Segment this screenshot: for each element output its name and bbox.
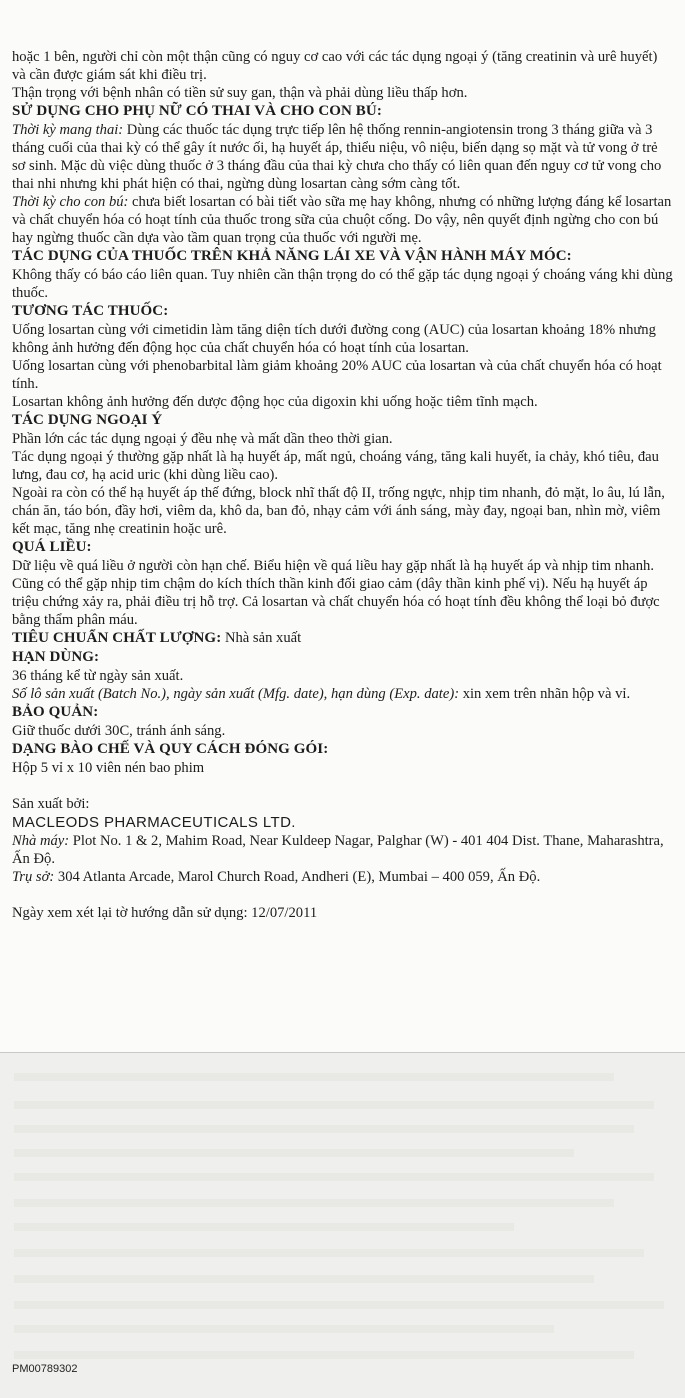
show-through-line bbox=[14, 1275, 594, 1283]
storage-heading: BẢO QUẢN: bbox=[12, 704, 99, 720]
quality-heading: TIÊU CHUẨN CHẤT LƯỢNG: bbox=[12, 630, 222, 646]
show-through-line bbox=[14, 1125, 634, 1133]
document-code: PM00789302 bbox=[12, 1363, 78, 1375]
quality-standard-line bbox=[12, 629, 674, 648]
adverse-effects-other: Ngoài ra còn có thể hạ huyết áp thế đứng, block nhĩ thất độ II, trống ngực, nhịp tim nhanh, đỏ mặt, lo âu, lú lẫn, chán ăn, táo bón, đầy hơi, viêm da, khô da, ban đỏ, nhạy cảm với ánh sáng, mày đay, ngoại ban, nhìn mờ, viêm kết mạc, tăng nhẹ creatinin hoặc urê. bbox=[12, 485, 665, 537]
folded-lower-panel bbox=[0, 1052, 685, 1398]
office-address-text: 304 Atlanta Arcade, Marol Church Road, Andheri (E), Mumbai – 400 059, Ấn Độ. bbox=[54, 869, 541, 885]
pregnancy-text: Dùng các thuốc tác dụng trực tiếp lên hệ thống rennin-angiotensin trong 3 tháng giữa và 3 tháng cuối của thai kỳ có thể gây ít nước ối, hạ huyết áp, thiểu niệu, vô niệu, biến dạng sọ mặt và tử vong ở trẻ sơ sinh. Mặc dù việc dùng thuốc ở 3 tháng đầu của thai kỳ chưa cho thấy có liên quan đến nguy cơ tử vong cho thai nhi nhưng khi phát hiện có thai, ngừng dùng losartan càng sớm càng tốt. bbox=[12, 122, 662, 192]
overdose-heading: QUÁ LIỀU: bbox=[12, 539, 92, 555]
review-date: Ngày xem xét lại tờ hướng dẫn sử dụng: 12/07/2011 bbox=[12, 905, 318, 921]
show-through-line bbox=[14, 1101, 654, 1109]
pregnancy-paragraph bbox=[12, 121, 674, 193]
show-through-line bbox=[14, 1173, 654, 1181]
factory-label: Nhà máy: bbox=[12, 833, 70, 849]
shelf-life-paragraph: 36 tháng kể từ ngày sản xuất. bbox=[12, 668, 184, 684]
adverse-effects-common: Tác dụng ngoại ý thường gặp nhất là hạ huyết áp, mất ngủ, choáng váng, tăng kali huyết, ỉa chảy, khó tiêu, đau lưng, đau cơ, hạ acid uric (khi dùng liều cao). bbox=[12, 449, 659, 483]
spacer bbox=[12, 886, 674, 904]
quality-text: Nhà sản xuất bbox=[221, 630, 302, 646]
renal-warning-paragraph: hoặc 1 bên, người chỉ còn một thận cũng có nguy cơ cao với các tác dụng ngoại ý (tăng creatinin và urê huyết) và cần được giám sát khi điều trị. bbox=[12, 49, 658, 83]
driving-heading: TÁC DỤNG CỦA THUỐC TRÊN KHẢ NĂNG LÁI XE VÀ VẬN HÀNH MÁY MÓC: bbox=[12, 248, 572, 264]
spacer bbox=[12, 777, 674, 795]
storage-paragraph: Giữ thuốc dưới 30C, tránh ánh sáng. bbox=[12, 723, 226, 739]
lactation-text: chưa biết losartan có bài tiết vào sữa mẹ hay không, nhưng có những lượng đáng kể losartan và chất chuyển hóa có hoạt tính của thuốc trong sữa của chuột cống. Do vậy, nên quyết định ngừng cho con bú hay ngừng thuốc cần dựa vào tầm quan trọng của thuốc với người mẹ. bbox=[12, 194, 672, 246]
shelf-life-heading: HẠN DÙNG: bbox=[12, 649, 100, 665]
overdose-paragraph: Dữ liệu về quá liều ở người còn hạn chế. Biểu hiện về quá liều hay gặp nhất là hạ huyết áp và nhịp tim nhanh. Cũng có thể gặp nhịp tim chậm do kích thích thần kinh đối giao cảm (dây thần kinh phế vị). Nếu hạ huyết áp triệu chứng xảy ra, phải điều trị hỗ trợ. Cả losartan và chất chuyển hóa có hoạt tính đều không thể loại bỏ được bằng thẩm phân máu. bbox=[12, 558, 660, 628]
show-through-line bbox=[14, 1073, 614, 1081]
manufactured-by-label: Sản xuất bởi: bbox=[12, 796, 90, 812]
show-through-line bbox=[14, 1301, 664, 1309]
packing-paragraph: Hộp 5 vỉ x 10 viên nén bao phim bbox=[12, 760, 205, 776]
interaction-cimetidine: Uống losartan cùng với cimetidin làm tăng diện tích dưới đường cong (AUC) của losartan khoảng 18% nhưng không ảnh hưởng đến động học của chất chuyển hóa có hoạt tính của losartan. bbox=[12, 322, 656, 356]
interaction-digoxin: Losartan không ảnh hưởng đến dược động học của digoxin khi uống hoặc tiêm tĩnh mạch. bbox=[12, 394, 538, 410]
interactions-heading: TƯƠNG TÁC THUỐC: bbox=[12, 303, 169, 319]
show-through-line bbox=[14, 1325, 554, 1333]
adverse-effects-general: Phần lớn các tác dụng ngoại ý đều nhẹ và mất dần theo thời gian. bbox=[12, 431, 393, 447]
show-through-line bbox=[14, 1199, 614, 1207]
interaction-phenobarbital: Uống losartan cùng với phenobarbital làm giảm khoảng 20% AUC của losartan và của chất chuyển hóa có hoạt tính. bbox=[12, 358, 662, 392]
factory-address bbox=[12, 832, 674, 868]
pregnancy-heading: SỬ DỤNG CHO PHỤ NỮ CÓ THAI VÀ CHO CON BÚ: bbox=[12, 103, 382, 119]
lactation-paragraph bbox=[12, 193, 674, 247]
driving-paragraph: Không thấy có báo cáo liên quan. Tuy nhiên cần thận trọng do có thể gặp tác dụng ngoại ý choáng váng khi dùng thuốc. bbox=[12, 267, 673, 301]
adverse-effects-heading: TÁC DỤNG NGOẠI Ý bbox=[12, 412, 163, 428]
show-through-line bbox=[14, 1351, 634, 1359]
office-label: Trụ sở: bbox=[12, 869, 55, 885]
batch-text: xin xem trên nhãn hộp và vỉ. bbox=[459, 686, 631, 702]
leaflet-text bbox=[12, 48, 674, 922]
packing-heading: DẠNG BÀO CHẾ VÀ QUY CÁCH ĐÓNG GÓI: bbox=[12, 741, 329, 757]
manufacturer-name: MACLEODS PHARMACEUTICALS LTD. bbox=[12, 814, 296, 831]
show-through-line bbox=[14, 1223, 514, 1231]
lactation-label: Thời kỳ cho con bú: bbox=[12, 194, 129, 210]
pregnancy-label: Thời kỳ mang thai: bbox=[12, 122, 124, 138]
batch-label: Số lô sản xuất (Batch No.), ngày sản xuất (Mfg. date), hạn dùng (Exp. date): bbox=[12, 686, 460, 702]
batch-info-paragraph bbox=[12, 685, 674, 703]
hepatic-warning-paragraph: Thận trọng với bệnh nhân có tiền sử suy gan, thận và phải dùng liều thấp hơn. bbox=[12, 85, 468, 101]
show-through-line bbox=[14, 1149, 574, 1157]
show-through-line bbox=[14, 1249, 644, 1257]
office-address bbox=[12, 868, 674, 886]
factory-address-text: Plot No. 1 & 2, Mahim Road, Near Kuldeep Nagar, Palghar (W) - 401 404 Dist. Thane, Maharashtra, Ấn Độ. bbox=[12, 833, 664, 867]
